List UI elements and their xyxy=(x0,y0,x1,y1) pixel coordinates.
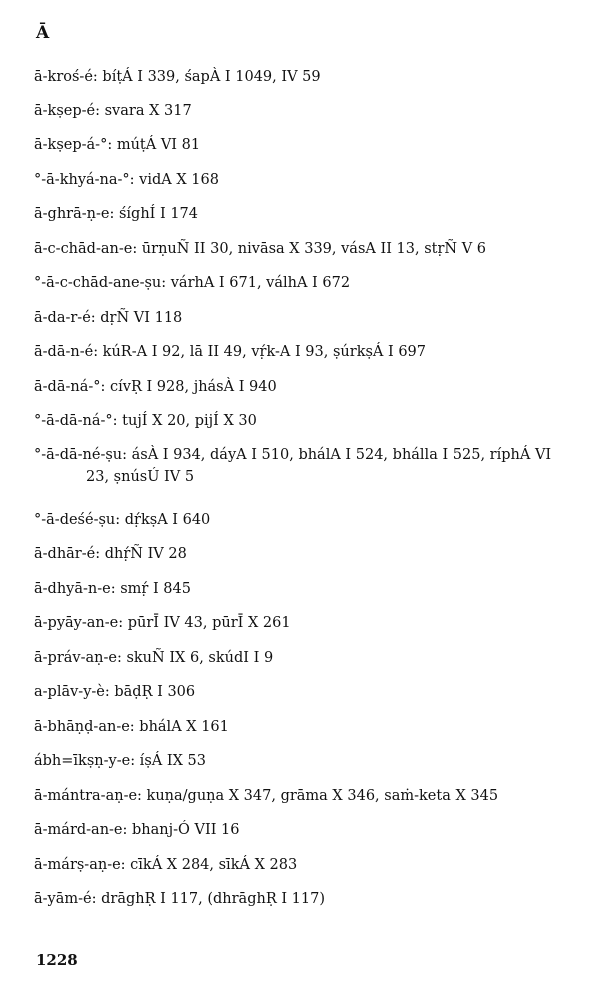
list-item xyxy=(34,410,574,432)
entry-text: ā-c-chād-an-e: ūrṇuÑ II 30, nivāsa X 339, vásA II 13, stṛÑ V 6 xyxy=(34,241,487,257)
entry-text: ā-márṣ-aṇ-e: cīkÁ X 284, sīkÁ X 283 xyxy=(34,857,298,873)
list-item xyxy=(34,785,574,807)
section-heading: Ā xyxy=(36,23,50,43)
list-item xyxy=(34,307,574,329)
entry-text: ā-yām-é: drāghṚ I 117, (dhrāghṚ I 117) xyxy=(34,891,326,907)
list-item xyxy=(34,444,574,488)
entry-text: °-ā-c-chād-ane-ṣu: várhA I 671, válhA I 672 xyxy=(34,275,351,291)
list-item xyxy=(34,509,574,531)
page-number: 1228 xyxy=(36,951,78,969)
entry-text: ā-práv-aṇ-e: skuÑ IX 6, skúdI I 9 xyxy=(34,650,274,666)
entry-text: ábh=īkṣṇ-y-e: íṣÁ IX 53 xyxy=(34,753,206,769)
list-item xyxy=(34,66,574,88)
list-item xyxy=(34,578,574,600)
list-item xyxy=(34,203,574,225)
list-item xyxy=(34,681,574,703)
entry-text: ā-kroś-é: bíṭÁ I 339, śapÀ I 1049, IV 59 xyxy=(34,69,321,85)
list-item xyxy=(34,716,574,738)
list-item xyxy=(34,100,574,122)
list-item xyxy=(34,272,574,294)
entry-text: ā-bhāṇḍ-an-e: bhálA X 161 xyxy=(34,719,229,735)
list-item xyxy=(34,341,574,363)
entry-text: °-ā-dā-ná-°: tujÍ X 20, pijÍ X 30 xyxy=(34,413,257,429)
entry-text: ā-pyāy-an-e: pūrĪ IV 43, pūrĪ X 261 xyxy=(34,615,291,631)
entry-text: ā-ghrā-ṇ-e: śíghÍ I 174 xyxy=(34,206,199,222)
entry-text: ā-dā-n-é: kúR-A I 92, lā II 49, vṛ́k-A I 93, ṣúrkṣÁ I 697 xyxy=(34,344,427,360)
entry-text: ā-dhyā-n-e: smṛ́ I 845 xyxy=(34,581,191,597)
entry-text: °-ā-dā-né-ṣu: ásÀ I 934, dáyA I 510, bhálA I 524, bhálla I 525, ríphÁ VI xyxy=(34,447,552,463)
entry-text: ā-márd-an-e: bhanj-Ó VII 16 xyxy=(34,822,240,838)
entry-continuation: 23, ṣnúsÚ IV 5 xyxy=(86,469,195,485)
entry-text: ā-dhār-é: dhṛ́Ñ IV 28 xyxy=(34,546,187,562)
list-item xyxy=(34,543,574,565)
list-item xyxy=(34,169,574,191)
list-item xyxy=(34,888,574,910)
entry-text: °-ā-khyá-na-°: vidA X 168 xyxy=(34,172,219,188)
list-item xyxy=(34,647,574,669)
entry-text: °-ā-deśé-ṣu: dṛ́kṣA I 640 xyxy=(34,512,211,528)
list-item xyxy=(34,612,574,634)
list-item xyxy=(34,750,574,772)
entry-text: ā-kṣep-á-°: múṭÁ VI 81 xyxy=(34,137,201,153)
entry-text: ā-da-r-é: dṛÑ VI 118 xyxy=(34,310,183,326)
list-item xyxy=(34,134,574,156)
list-item xyxy=(34,376,574,398)
list-item xyxy=(34,819,574,841)
list-item xyxy=(34,854,574,876)
entry-text: ā-kṣep-é: svara X 317 xyxy=(34,103,192,119)
entry-text: a-plāv-y-è: bāḍṚ I 306 xyxy=(34,684,196,700)
entry-text: ā-dā-ná-°: cívṚ I 928, jhásÀ I 940 xyxy=(34,379,277,395)
entry-text: ā-mántra-aṇ-e: kuṇa/guṇa X 347, grāma X 346, saṁ-keta X 345 xyxy=(34,788,499,804)
list-item xyxy=(34,238,574,260)
